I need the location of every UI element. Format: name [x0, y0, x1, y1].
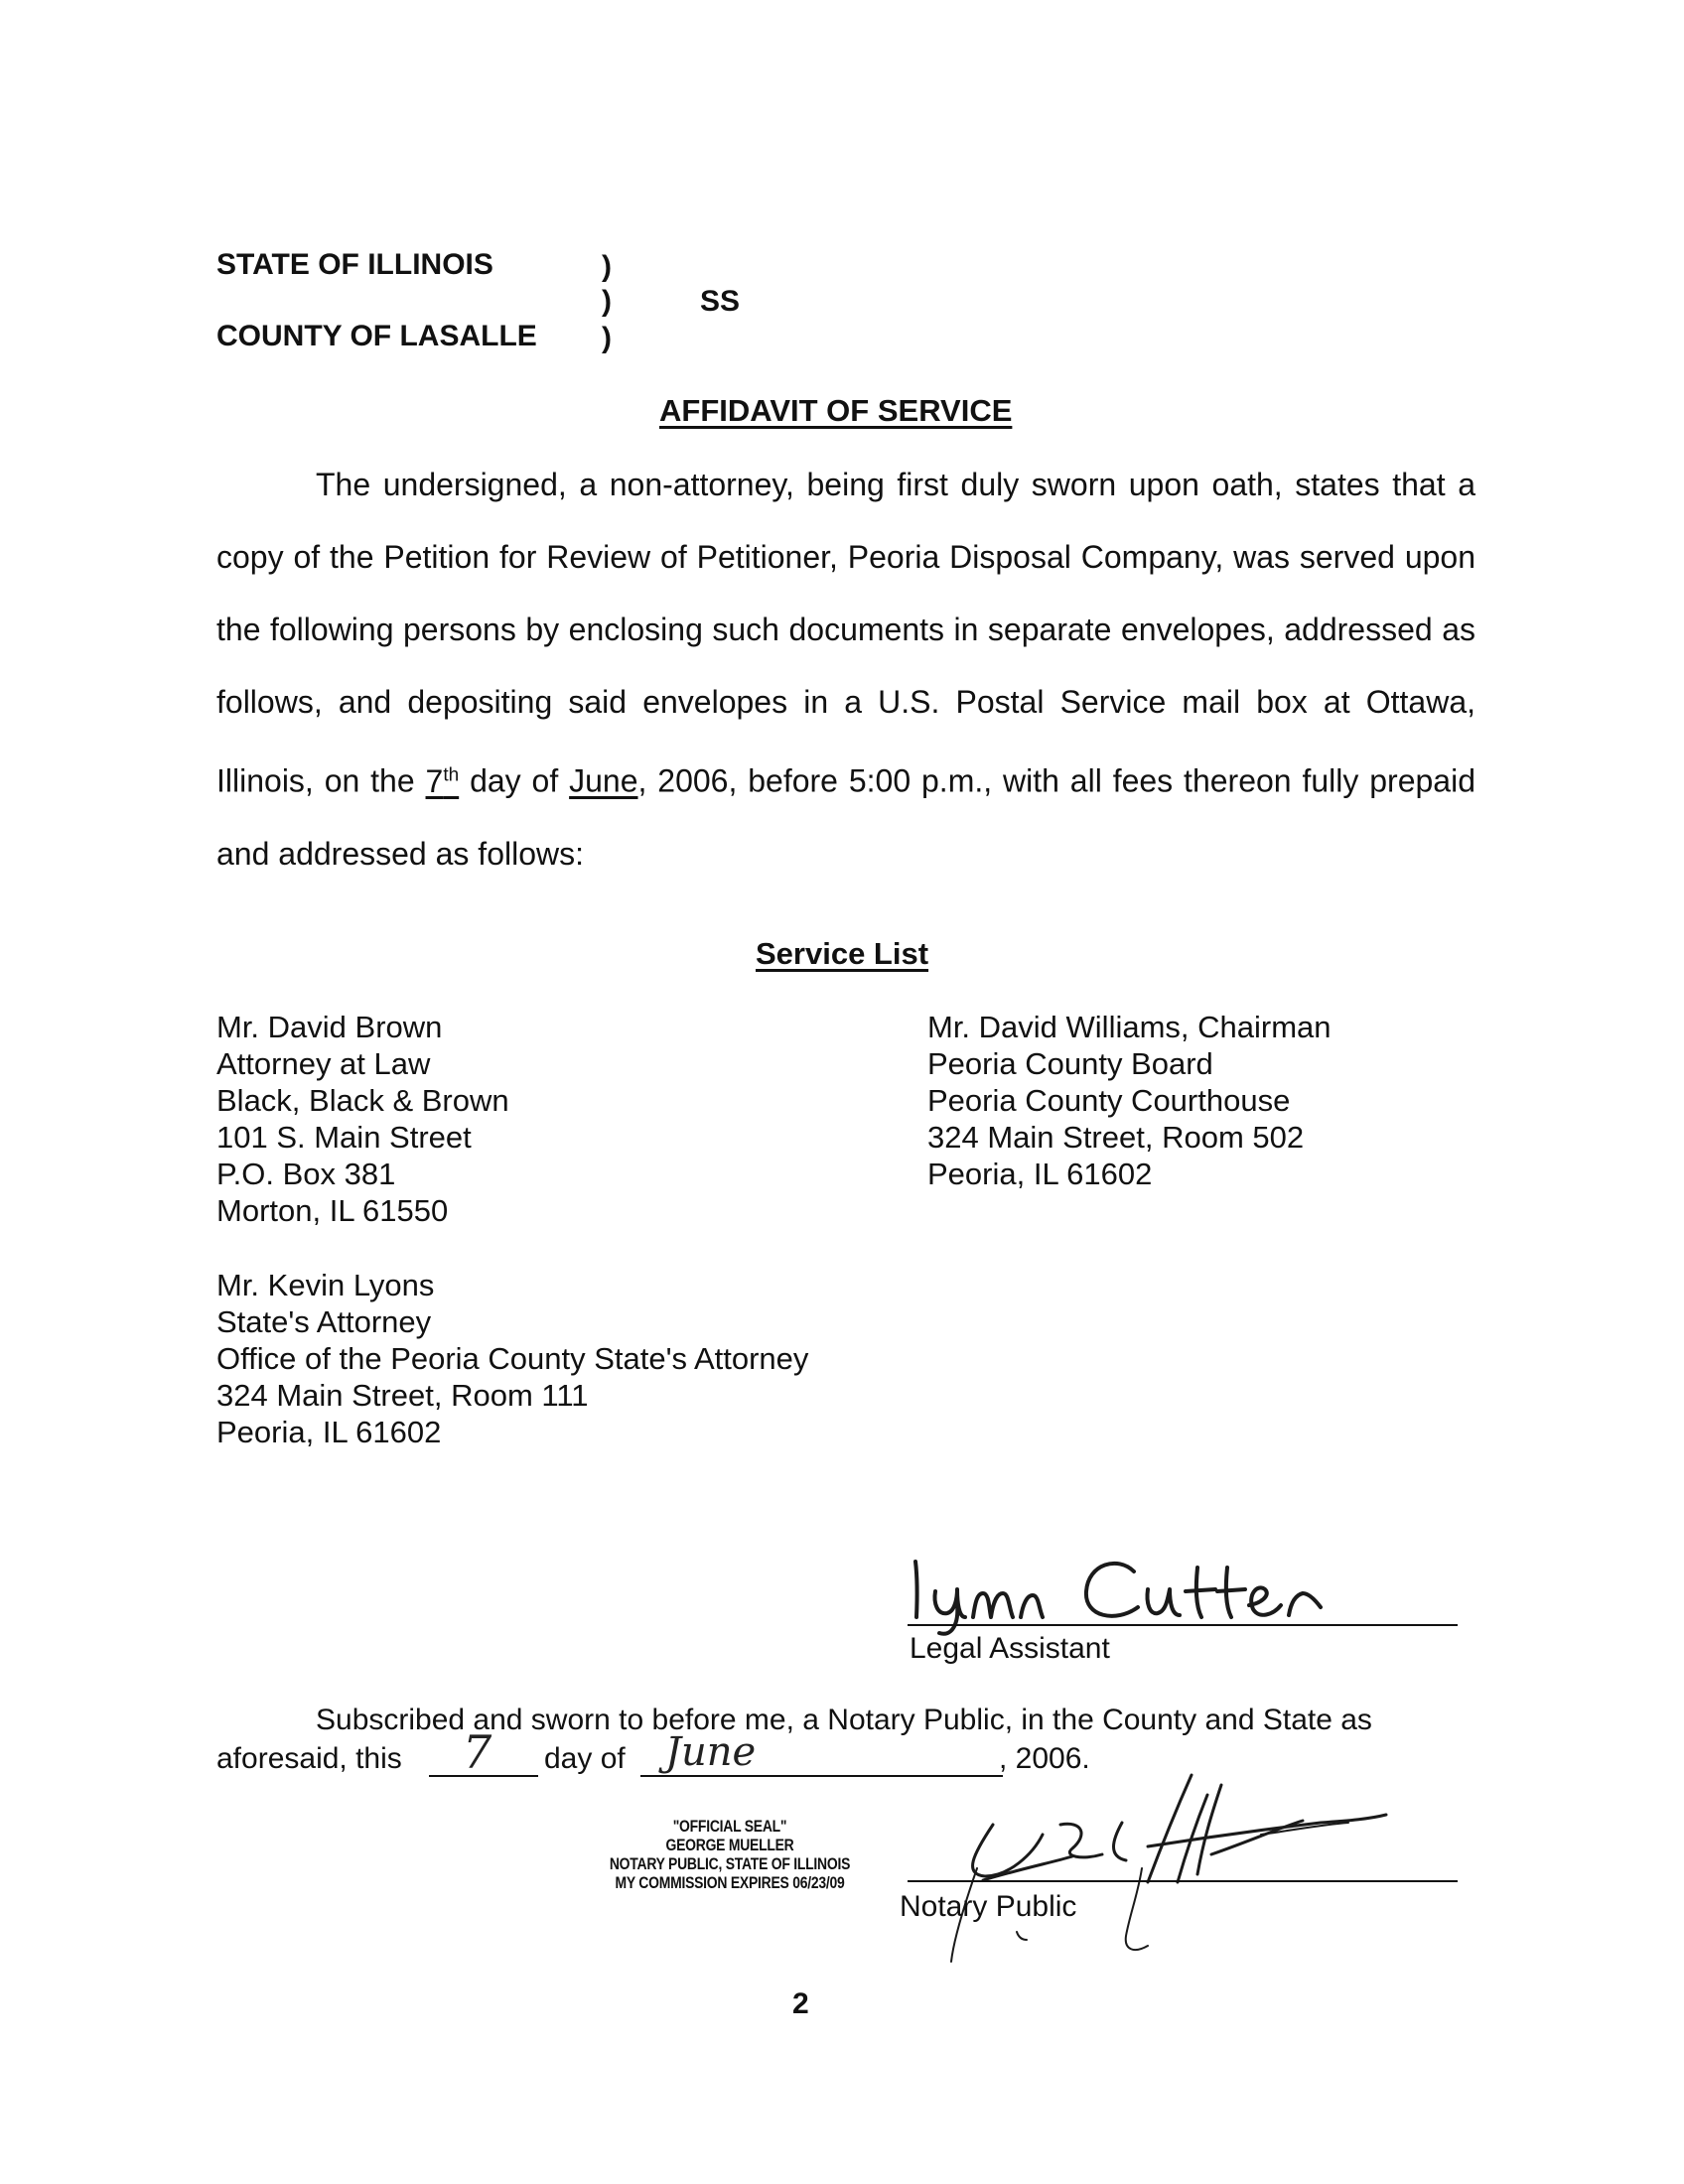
service-month: June — [569, 762, 638, 799]
venue-ss: SS — [700, 285, 741, 318]
body-text: The undersigned, a non-attorney, being first duly sworn upon oath, states that a copy of the Petition for Review of Petitioner, Peoria Disposal Company, was served upon the following persons by enclosing such documents in separate envelopes, addressed as follows, and depositing said envelopes in a U.S. Postal Service mail box at Ottawa, Illinois, on the — [216, 467, 1475, 799]
recipient-address — [216, 1267, 808, 1450]
signature-line — [908, 1624, 1458, 1626]
page-number: 2 — [792, 1987, 809, 2020]
address-line: Black, Black & Brown — [216, 1083, 509, 1118]
address-line: 324 Main Street, Room 111 — [216, 1378, 589, 1413]
address-line: State's Attorney — [216, 1304, 432, 1339]
seal-line: MY COMMISSION EXPIRES 06/23/09 — [615, 1873, 845, 1892]
address-line: Peoria County Board — [927, 1046, 1213, 1081]
service-day-number: 7 — [425, 762, 444, 799]
venue-paren: ) — [602, 250, 612, 283]
venue-state: STATE OF ILLINOIS — [216, 248, 493, 281]
address-line: Peoria, IL 61602 — [927, 1157, 1153, 1191]
address-line: Office of the Peoria County State's Attorney — [216, 1341, 809, 1376]
service-day — [426, 763, 460, 799]
jurat-aforesaid: aforesaid, this — [216, 1742, 402, 1775]
service-list-heading: Service List — [756, 936, 929, 971]
address-line: Attorney at Law — [216, 1046, 431, 1081]
address-line: 324 Main Street, Room 502 — [927, 1120, 1305, 1155]
jurat-line: Subscribed and sworn to before me, a Notary Public, in the County and State as — [316, 1704, 1372, 1736]
seal-line: GEORGE MUELLER — [665, 1836, 794, 1854]
seal-line: "OFFICIAL SEAL" — [672, 1817, 787, 1836]
venue-paren: ) — [602, 285, 612, 318]
recipient-address — [216, 1009, 509, 1229]
venue-paren: ) — [602, 322, 612, 354]
address-line: Peoria County Courthouse — [927, 1083, 1291, 1118]
address-line: 101 S. Main Street — [216, 1120, 472, 1155]
address-line: P.O. Box 381 — [216, 1157, 396, 1191]
jurat-year: , 2006. — [999, 1742, 1090, 1775]
service-day-suffix: th — [443, 764, 460, 785]
recipient-address — [927, 1009, 1332, 1192]
jurat-day-of: day of — [544, 1742, 626, 1775]
address-line: Mr. Kevin Lyons — [216, 1268, 435, 1302]
address-line: Morton, IL 61550 — [216, 1193, 449, 1228]
address-line: Mr. David Brown — [216, 1010, 443, 1044]
handwritten-signature — [904, 1534, 1460, 1643]
signature-caption: Legal Assistant — [910, 1632, 1110, 1665]
jurat-day-handwritten: 7 — [463, 1725, 492, 1779]
body-text: day of — [459, 762, 570, 799]
document-title: AFFIDAVIT OF SERVICE — [659, 393, 1013, 428]
body-text: , 2006, before 5:00 p.m., with all fees thereon fully prepaid and addressed as follows: — [216, 762, 1476, 872]
venue-county: COUNTY OF LASALLE — [216, 320, 537, 352]
notary-seal — [588, 1817, 873, 1892]
jurat-month-handwritten: June — [665, 1729, 757, 1775]
notary-signature — [913, 1765, 1470, 1964]
affidavit-body — [216, 449, 1475, 890]
address-line: Peoria, IL 61602 — [216, 1415, 442, 1449]
address-line: Mr. David Williams, Chairman — [927, 1010, 1332, 1044]
notary-caption: Notary Public — [900, 1890, 1077, 1923]
seal-line: NOTARY PUBLIC, STATE OF ILLINOIS — [609, 1854, 851, 1873]
notary-signature-line — [908, 1880, 1458, 1882]
